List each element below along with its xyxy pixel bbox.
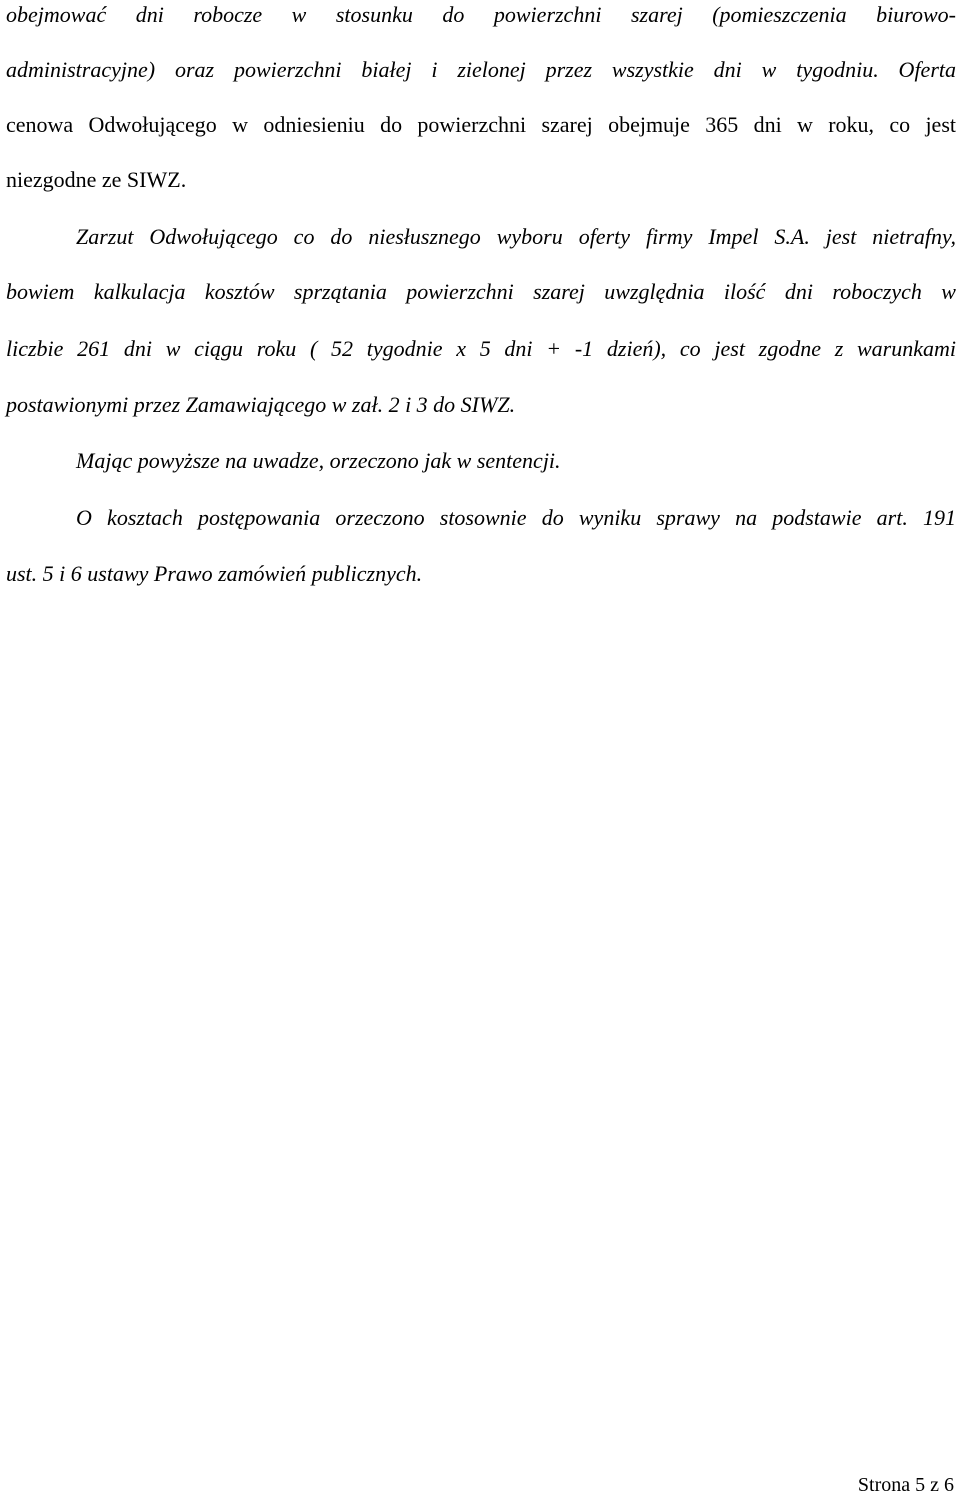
page-number-footer: Strona 5 z 6: [857, 1474, 954, 1496]
text-line-9: Mając powyższe na uwadze, orzeczono jak w sentencji.: [76, 448, 561, 473]
text-line-6: bowiem kalkulacja kosztów sprzątania powierzchni szarej uwzględnia ilość dni roboczych w: [6, 279, 956, 304]
text-line-11: ust. 5 i 6 ustawy Prawo zamówień publicznych.: [6, 561, 423, 586]
text-line-3: cenowa Odwołującego w odniesieniu do powierzchni szarej obejmuje 365 dni w roku, co jest: [6, 112, 956, 137]
text-line-8: postawionymi przez Zamawiającego w zał. 2 i 3 do SIWZ.: [6, 392, 516, 417]
text-line-7: liczbie 261 dni w ciągu roku ( 52 tygodnie x 5 dni + -1 dzień), co jest zgodne z warunkami: [6, 336, 956, 361]
text-line-10: O kosztach postępowania orzeczono stosownie do wyniku sprawy na podstawie art. 191: [76, 505, 956, 530]
document-page: [6, 0, 956, 1496]
text-line-2: administracyjne) oraz powierzchni białej i zielonej przez wszystkie dni w tygodniu. Oferta: [6, 57, 956, 82]
text-line-4: niezgodne ze SIWZ.: [6, 167, 187, 192]
text-line-1: obejmować dni robocze w stosunku do powierzchni szarej (pomieszczenia biurowo-: [6, 2, 956, 27]
text-line-5: Zarzut Odwołującego co do niesłusznego wyboru oferty firmy Impel S.A. jest nietrafny,: [76, 224, 956, 249]
